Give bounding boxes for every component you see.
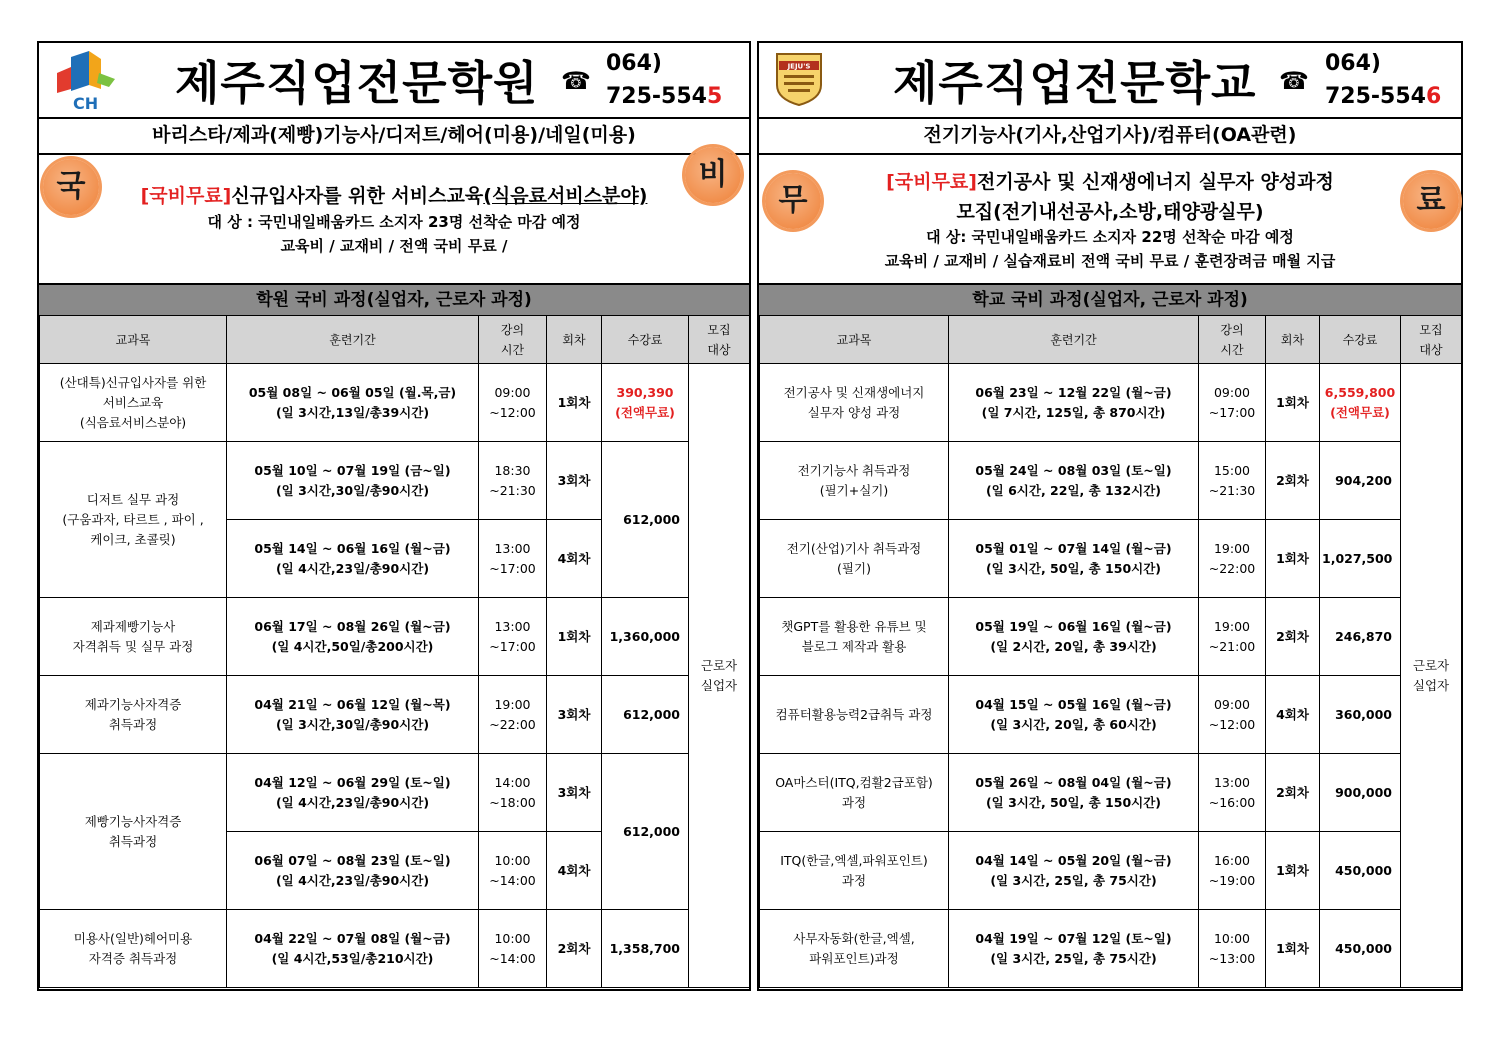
course-period: 04월 14일 ~ 05월 20일 (월~금) (일 3시간, 25일, 총 75시간) [949, 832, 1199, 910]
course-time: 19:00 ~21:00 [1199, 598, 1266, 676]
academy-panel [37, 41, 751, 991]
course-fee: 6,559,800 (전액무료) [1320, 364, 1401, 442]
course-round: 4회차 [547, 520, 602, 598]
table-row [40, 676, 750, 754]
academy-section-title: 학원 국비 과정(실업자, 근로자 과정) [39, 285, 749, 317]
course-name: 전기(산업)기사 취득과정 (필기) [760, 520, 949, 598]
school-title: 제주직업전문학교 [893, 56, 1257, 110]
academy-promo-target: 대 상 : 국민내일배움카드 소지자 23명 선착순 마감 예정 [207, 213, 581, 231]
header-subject: 교과목 [40, 316, 227, 364]
course-round: 4회차 [547, 832, 602, 910]
course-time: 09:00 ~12:00 [479, 364, 547, 442]
course-time: 19:00 ~22:00 [1199, 520, 1266, 598]
course-round: 2회차 [1266, 754, 1320, 832]
recruit-target: 근로자 실업자 [689, 364, 750, 988]
course-fee: 246,870 [1320, 598, 1401, 676]
academy-phone-main: 725-554 [606, 84, 707, 109]
course-time: 09:00 ~12:00 [1199, 676, 1266, 754]
header-round: 회차 [1266, 316, 1320, 364]
course-name: 전기공사 및 신재생에너지 실무자 양성 과정 [760, 364, 949, 442]
course-round: 1회차 [547, 598, 602, 676]
course-fee: 390,390 (전액무료) [602, 364, 689, 442]
academy-promo-headline [39, 181, 749, 208]
course-round: 2회차 [1266, 442, 1320, 520]
academy-phone-last-digit: 5 [706, 84, 723, 109]
course-round: 1회차 [1266, 520, 1320, 598]
header-time: 강의 시간 [1199, 316, 1266, 364]
school-promo-headline [759, 167, 1461, 194]
table-header-row [40, 316, 750, 364]
burst-badge-bi: 비 [685, 147, 741, 203]
table-row [40, 754, 750, 832]
course-round: 1회차 [1266, 364, 1320, 442]
academy-phone [606, 47, 722, 113]
course-fee: 612,000 [602, 754, 689, 910]
academy-header [39, 43, 749, 119]
course-time: 10:00 ~14:00 [479, 910, 547, 988]
course-period: 05월 19일 ~ 06월 16일 (월~금) (일 2시간, 20일, 총 39시간) [949, 598, 1199, 676]
course-period: 06월 23일 ~ 12월 22일 (월~금) (일 7시간, 125일, 총 870시간) [949, 364, 1199, 442]
course-name: 미용사(일반)헤어미용 자격증 취득과정 [40, 910, 227, 988]
school-course-table [759, 315, 1462, 988]
table-header-row [760, 316, 1462, 364]
header-target: 모집 대상 [689, 316, 750, 364]
academy-promo [39, 153, 749, 285]
course-fee: 450,000 [1320, 910, 1401, 988]
course-period: 05월 24일 ~ 08월 03일 (토~일) (일 6시간, 22일, 총 132시간) [949, 442, 1199, 520]
academy-course-table [39, 315, 750, 988]
course-fee: 612,000 [602, 442, 689, 598]
course-name: 제과기능사자격증 취득과정 [40, 676, 227, 754]
school-promo-fees: 교육비 / 교재비 / 실습재료비 전액 국비 무료 / 훈련장려금 매월 지급 [884, 252, 1336, 270]
course-period: 05월 08일 ~ 06월 05일 (월.목,금) (일 3시간,13일/총39시간) [227, 364, 479, 442]
course-time: 09:00 ~17:00 [1199, 364, 1266, 442]
school-logo-text: JEJU'S [787, 62, 811, 71]
school-logo [774, 51, 824, 107]
course-period: 06월 07일 ~ 08월 23일 (토~일) (일 4시간,23일/총90시간) [227, 832, 479, 910]
academy-logo-text: CH [73, 94, 99, 111]
course-name: 전기기능사 취득과정 (필기+실기) [760, 442, 949, 520]
course-fee: 904,200 [1320, 442, 1401, 520]
course-name: 제과제빵기능사 자격취득 및 실무 과정 [40, 598, 227, 676]
school-subjects: 전기기능사(기사,산업기사)/컴퓨터(OA관련) [759, 117, 1461, 155]
table-row [760, 676, 1462, 754]
course-name: 컴퓨터활용능력2급취득 과정 [760, 676, 949, 754]
course-period: 05월 01일 ~ 07월 14일 (월~금) (일 3시간, 50일, 총 150시간) [949, 520, 1199, 598]
course-name: 디저트 실무 과정 (구움과자, 타르트 , 파이 , 케이크, 초콜릿) [40, 442, 227, 598]
school-phone-main: 725-554 [1325, 84, 1426, 109]
course-round: 1회차 [547, 364, 602, 442]
course-period: 04월 21일 ~ 06월 12일 (월~목) (일 3시간,30일/총90시간) [227, 676, 479, 754]
academy-promo-fees: 교육비 / 교재비 / 전액 국비 무료 / [280, 237, 508, 255]
table-row [40, 364, 750, 442]
school-phone-last-digit: 6 [1425, 84, 1442, 109]
course-period: 06월 17일 ~ 08월 26일 (월~금) (일 4시간,50일/총200시간) [227, 598, 479, 676]
course-time: 13:00 ~17:00 [479, 520, 547, 598]
course-round: 3회차 [547, 754, 602, 832]
header-subject: 교과목 [760, 316, 949, 364]
course-time: 10:00 ~13:00 [1199, 910, 1266, 988]
course-fee: 450,000 [1320, 832, 1401, 910]
table-row [760, 520, 1462, 598]
burst-badge-mu: 무 [765, 173, 821, 229]
course-round: 3회차 [547, 442, 602, 520]
course-period: 04월 22일 ~ 07월 08일 (월~금) (일 4시간,53일/총210시간) [227, 910, 479, 988]
course-fee: 900,000 [1320, 754, 1401, 832]
course-period: 05월 14일 ~ 06월 16일 (월~금) (일 4시간,23일/총90시간) [227, 520, 479, 598]
header-target: 모집 대상 [1401, 316, 1462, 364]
course-period: 05월 10일 ~ 07월 19일 (금~일) (일 3시간,30일/총90시간) [227, 442, 479, 520]
course-round: 4회차 [1266, 676, 1320, 754]
academy-title: 제주직업전문학원 [175, 56, 539, 110]
table-row [760, 832, 1462, 910]
academy-phone-number [606, 80, 722, 113]
course-name: ITQ(한글,엑셀,파워포인트) 과정 [760, 832, 949, 910]
academy-phone-prefix: 064) [606, 51, 662, 76]
school-panel [757, 41, 1463, 991]
school-promo-recruit: 모집(전기내선공사,소방,태양광실무) [956, 201, 1264, 223]
course-time: 16:00 ~19:00 [1199, 832, 1266, 910]
course-round: 3회차 [547, 676, 602, 754]
table-row [760, 754, 1462, 832]
school-phone-prefix: 064) [1325, 51, 1381, 76]
course-fee: 360,000 [1320, 676, 1401, 754]
phone-icon: ☎ [1279, 67, 1309, 95]
course-name: 사무자동화(한글,엑셀, 파워포인트)과정 [760, 910, 949, 988]
course-round: 2회차 [1266, 598, 1320, 676]
course-name: 챗GPT를 활용한 유튜브 및 블로그 제작과 활용 [760, 598, 949, 676]
course-time: 14:00 ~18:00 [479, 754, 547, 832]
course-time: 13:00 ~16:00 [1199, 754, 1266, 832]
course-period: 05월 26일 ~ 08월 04일 (월~금) (일 3시간, 50일, 총 150시간) [949, 754, 1199, 832]
header-time: 강의 시간 [479, 316, 547, 364]
school-promo-target: 대 상: 국민내일배움카드 소지자 22명 선착순 마감 예정 [926, 228, 1294, 246]
course-round: 1회차 [1266, 832, 1320, 910]
header-round: 회차 [547, 316, 602, 364]
course-fee: 1,360,000 [602, 598, 689, 676]
burst-badge-ryo: 료 [1403, 173, 1459, 229]
header-period: 훈련기간 [949, 316, 1199, 364]
phone-icon: ☎ [561, 67, 591, 95]
header-fee: 수강료 [1320, 316, 1401, 364]
promo-text: 전기공사 및 신재생에너지 실무자 양성과정 [976, 171, 1334, 193]
course-time: 10:00 ~14:00 [479, 832, 547, 910]
header-fee: 수강료 [602, 316, 689, 364]
table-row [40, 442, 750, 520]
course-fee: 1,027,500 [1320, 520, 1401, 598]
school-promo [759, 153, 1461, 285]
course-round: 2회차 [547, 910, 602, 988]
table-row [40, 910, 750, 988]
promo-tag: [국비무료] [886, 171, 977, 193]
course-name: (산대특)신규입사자를 위한 서비스교육 (식음료서비스분야) [40, 364, 227, 442]
burst-badge-guk: 국 [43, 159, 99, 215]
course-period: 04월 19일 ~ 07월 12일 (토~일) (일 3시간, 25일, 총 75시간) [949, 910, 1199, 988]
course-name: OA마스터(ITQ,컴활2급포함) 과정 [760, 754, 949, 832]
school-phone-number [1325, 80, 1441, 113]
school-header [759, 43, 1461, 119]
school-phone [1325, 47, 1441, 113]
flyer-page [37, 41, 1463, 991]
course-period: 04월 15일 ~ 05월 16일 (월~금) (일 3시간, 20일, 총 60시간) [949, 676, 1199, 754]
table-row [760, 598, 1462, 676]
academy-logo [49, 49, 121, 111]
table-row [760, 910, 1462, 988]
school-section-title: 학교 국비 과정(실업자, 근로자 과정) [759, 285, 1461, 317]
header-period: 훈련기간 [227, 316, 479, 364]
course-name: 제빵기능사자격증 취득과정 [40, 754, 227, 910]
course-time: 15:00 ~21:30 [1199, 442, 1266, 520]
promo-text: 신규입사자를 위한 서비스교육 [231, 185, 484, 207]
course-round: 1회차 [1266, 910, 1320, 988]
promo-tag: [국비무료] [140, 185, 232, 207]
course-time: 18:30 ~21:30 [479, 442, 547, 520]
promo-underline-text: (식음료서비스분야) [483, 185, 648, 207]
academy-subjects: 바리스타/제과(제빵)기능사/디저트/헤어(미용)/네일(미용) [39, 117, 749, 155]
course-period: 04월 12일 ~ 06월 29일 (토~일) (일 4시간,23일/총90시간) [227, 754, 479, 832]
course-fee: 612,000 [602, 676, 689, 754]
table-row [760, 364, 1462, 442]
course-fee: 1,358,700 [602, 910, 689, 988]
recruit-target: 근로자 실업자 [1401, 364, 1462, 988]
course-time: 13:00 ~17:00 [479, 598, 547, 676]
table-row [40, 598, 750, 676]
course-time: 19:00 ~22:00 [479, 676, 547, 754]
table-row [760, 442, 1462, 520]
